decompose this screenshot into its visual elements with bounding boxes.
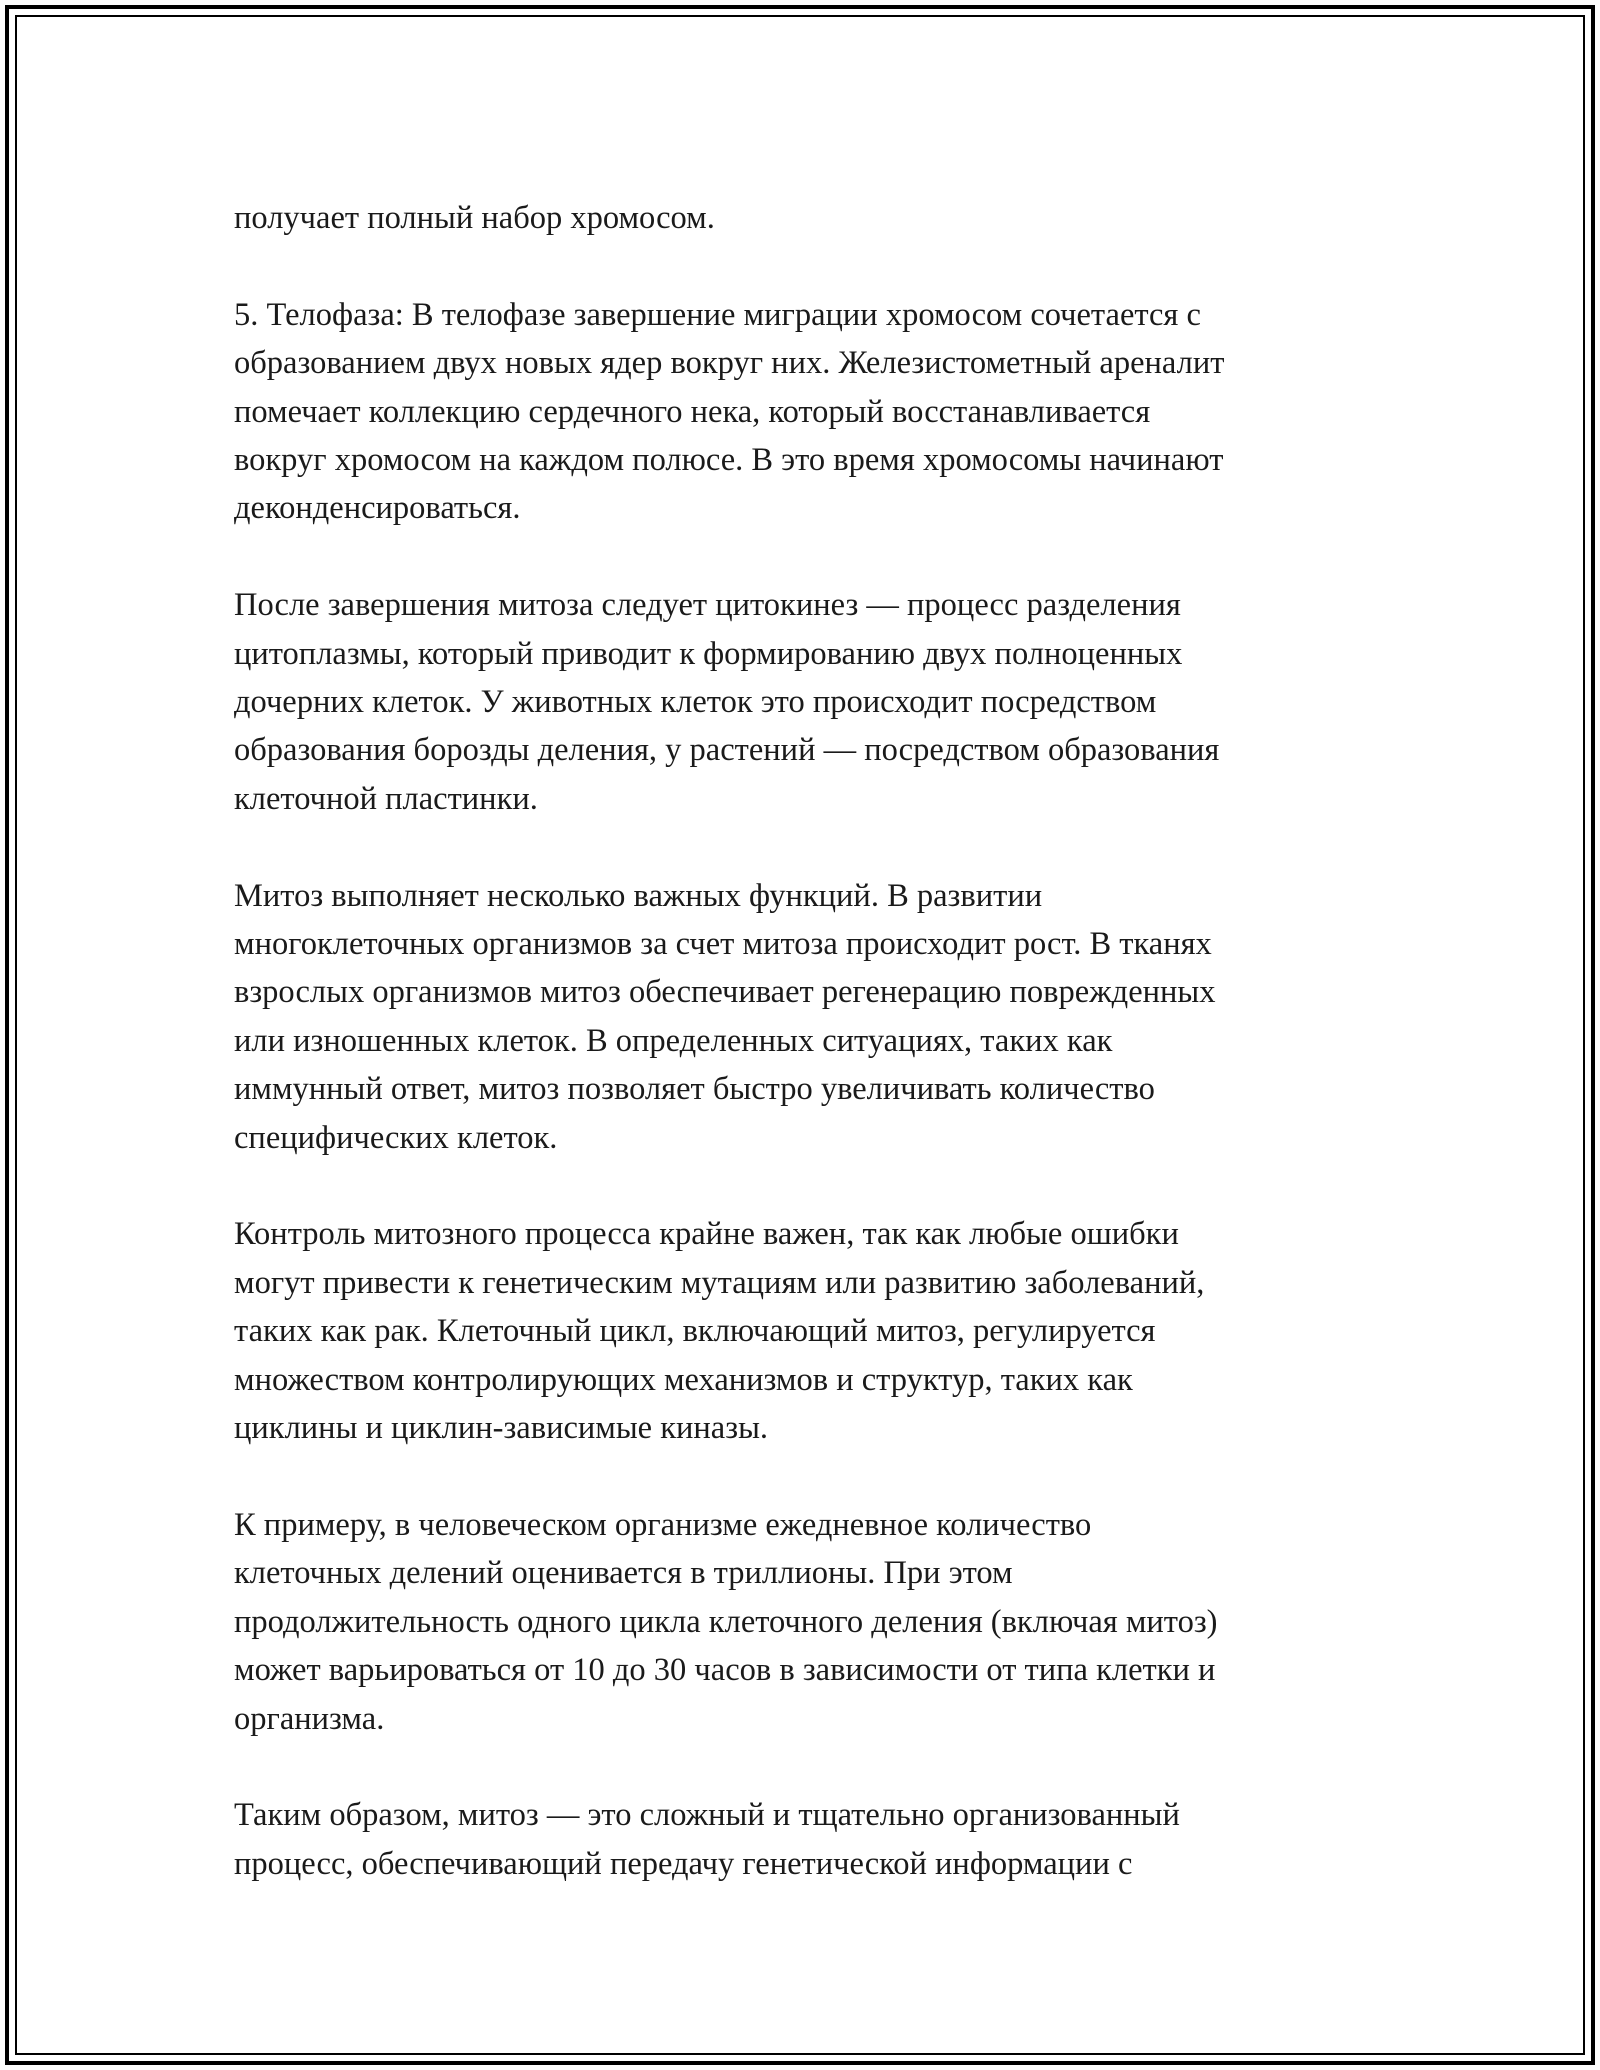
document-body <box>234 194 1414 1888</box>
text-line: клеточной пластинки. <box>234 780 538 817</box>
text-line: деконденсироваться. <box>234 490 521 527</box>
text-line: процесс, обеспечивающий передачу генетической информации с <box>234 1845 1133 1882</box>
text-line: Таким образом, митоз — это сложный и тщательно организованный <box>234 1797 1180 1834</box>
text-line: образованием двух новых ядер вокруг них. Железистометный ареналит <box>234 345 1225 382</box>
text-line: дочерних клеток. У животных клеток это происходит посредством <box>234 684 1157 721</box>
text-line: взрослых организмов митоз обеспечивает регенерацию поврежденных <box>234 974 1216 1011</box>
text-line: иммунный ответ, митоз позволяет быстро увеличивать количество <box>234 1071 1155 1108</box>
text-line: образования борозды деления, у растений — посредством образования <box>234 732 1220 769</box>
text-line: многоклеточных организмов за счет митоза происходит рост. В тканях <box>234 926 1212 963</box>
paragraph-4 <box>234 872 1414 1162</box>
paragraph-3 <box>234 581 1414 823</box>
text-line: помечает коллекцию сердечного нека, который восстанавливается <box>234 393 1151 430</box>
text-line: После завершения митоза следует цитокинез — процесс разделения <box>234 587 1181 624</box>
text-line: множеством контролирующих механизмов и структур, таких как <box>234 1361 1133 1398</box>
text-line: цитоплазмы, который приводит к формированию двух полноценных <box>234 635 1183 672</box>
text-line: продолжительность одного цикла клеточного деления (включая митоз) <box>234 1603 1218 1640</box>
text-line: таких как рак. Клеточный цикл, включающий митоз, регулируется <box>234 1313 1156 1350</box>
paragraph-6 <box>234 1501 1414 1743</box>
text-line: может варьироваться от 10 до 30 часов в зависимости от типа клетки и <box>234 1652 1216 1689</box>
text-line: 5. Телофаза: В телофазе завершение миграции хромосом сочетается с <box>234 296 1201 333</box>
text-line: или изношенных клеток. В определенных ситуациях, таких как <box>234 1022 1113 1059</box>
text-line: могут привести к генетическим мутациям или развитию заболеваний, <box>234 1264 1205 1301</box>
text-line: К примеру, в человеческом организме ежедневное количество <box>234 1506 1092 1543</box>
paragraph-5 <box>234 1210 1414 1452</box>
text-line: Митоз выполняет несколько важных функций. В развитии <box>234 877 1043 914</box>
text-line: специфических клеток. <box>234 1119 558 1156</box>
text-line: Контроль митозного процесса крайне важен, так как любые ошибки <box>234 1216 1179 1253</box>
page-frame <box>5 5 1595 2065</box>
text-line: вокруг хромосом на каждом полюсе. В это время хромосомы начинают <box>234 442 1224 479</box>
paragraph-1 <box>234 194 1414 242</box>
paragraph-2 <box>234 291 1414 533</box>
paragraph-7 <box>234 1791 1414 1888</box>
text-line: циклины и циклин-зависимые киназы. <box>234 1410 769 1447</box>
text-line: организма. <box>234 1700 385 1737</box>
text-line: клеточных делений оценивается в триллионы. При этом <box>234 1555 1013 1592</box>
text-line: получает полный набор хромосом. <box>234 200 715 236</box>
